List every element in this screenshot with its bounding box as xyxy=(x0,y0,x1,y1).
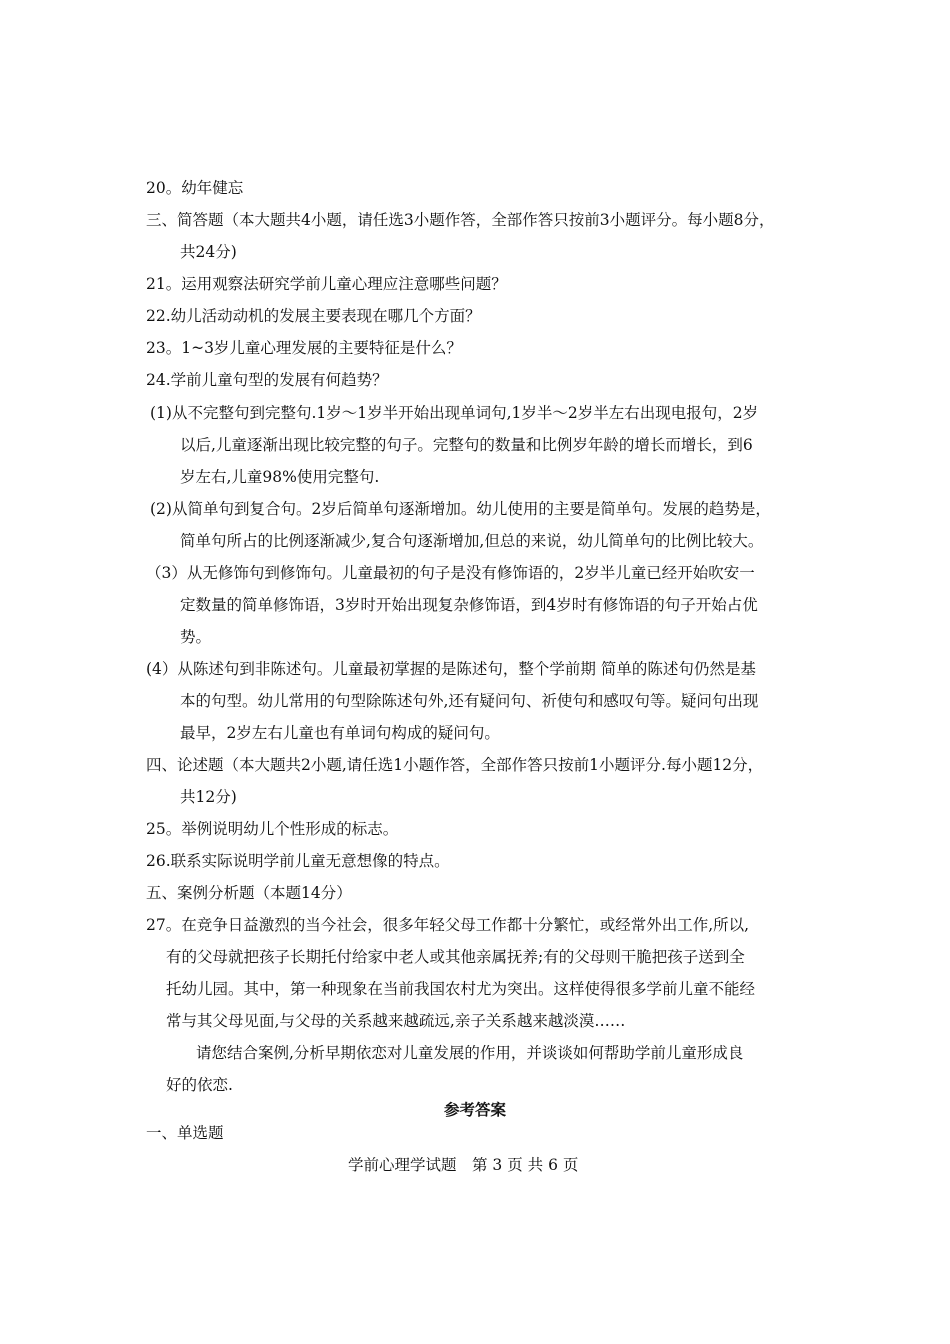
answer-24-1-line-2: 以后,儿童逐渐出现比较完整的句子。完整句的数量和比例岁年龄的增长而增长，到6 xyxy=(180,436,753,454)
answer-24-3-line-3: 势。 xyxy=(180,628,212,646)
question-27-line-4: 常与其父母见面,与父母的关系越来越疏远,亲子关系越来越淡漠…… xyxy=(166,1012,626,1030)
question-25: 25。举例说明幼儿个性形成的标志。 xyxy=(146,820,399,838)
answer-24-2-line-1: (2)从简单句到复合句。2岁后简单句逐渐增加。幼儿使用的主要是简单句。发展的趋势是， xyxy=(150,500,771,518)
question-21: 21。运用观察法研究学前儿童心理应注意哪些问题？ xyxy=(146,275,507,293)
question-20: 20。幼年健忘 xyxy=(146,179,244,197)
section-1-heading: 一、单选题 xyxy=(146,1124,224,1142)
section-3-heading-cont: 共24分) xyxy=(180,243,237,261)
answer-24-3-line-1: （3）从无修饰句到修饰句。儿童最初的句子是没有修饰语的，2岁半儿童已经开始吹安一 xyxy=(146,564,755,582)
answer-24-3-line-2: 定数量的简单修饰语，3岁时开始出现复杂修饰语，到4岁时有修饰语的句子开始占优 xyxy=(180,596,758,614)
question-24: 24.学前儿童句型的发展有何趋势？ xyxy=(146,371,388,389)
page-footer: 学前心理学试题 第 3 页 共 6 页 xyxy=(348,1156,579,1174)
question-27-line-2: 有的父母就把孩子长期托付给家中老人或其他亲属抚养;有的父母则干脆把孩子送到全 xyxy=(166,948,745,966)
section-3-heading: 三、简答题（本大题共4小题，请任选3小题作答，全部作答只按前3小题评分。每小题8分， xyxy=(146,211,775,229)
answers-title: 参考答案 xyxy=(444,1100,507,1119)
section-5-heading: 五、案例分析题（本题14分） xyxy=(146,884,352,902)
answer-24-1-line-3: 岁左右,儿童98%使用完整句. xyxy=(180,468,380,486)
answer-24-2-line-2: 简单句所占的比例逐渐减少,复合句逐渐增加,但总的来说，幼儿简单句的比例比较大。 xyxy=(180,532,764,550)
section-4-heading: 四、论述题（本大题共2小题,请任选1小题作答，全部作答只按前1小题评分.每小题12分， xyxy=(146,756,764,774)
answer-24-4-line-3: 最早，2岁左右儿童也有单词句构成的疑问句。 xyxy=(180,724,500,742)
answer-24-1-line-1: (1)从不完整句到完整句.1岁～1岁半开始出现单词句,1岁半～2岁半左右出现电报句，2岁 xyxy=(150,404,759,422)
question-22: 22.幼儿活动动机的发展主要表现在哪几个方面？ xyxy=(146,307,481,325)
question-27-line-6: 好的依恋. xyxy=(166,1076,233,1094)
question-27-line-5: 请您结合案例,分析早期依恋对儿童发展的作用，并谈谈如何帮助学前儿童形成良 xyxy=(196,1044,744,1062)
section-4-heading-cont: 共12分) xyxy=(180,788,237,806)
question-26: 26.联系实际说明学前儿童无意想像的特点。 xyxy=(146,852,450,870)
question-23: 23。1~3岁儿童心理发展的主要特征是什么？ xyxy=(146,339,462,357)
question-27-line-3: 托幼儿园。其中，第一种现象在当前我国农村尤为突出。这样使得很多学前儿童不能经 xyxy=(166,980,756,998)
question-27-line-1: 27。在竞争日益激烈的当今社会，很多年轻父母工作都十分繁忙，或经常外出工作,所以, xyxy=(146,916,750,934)
answer-24-4-line-2: 本的句型。幼儿常用的句型除陈述句外,还有疑问句、祈使句和感叹句等。疑问句出现 xyxy=(180,692,759,710)
answer-24-4-line-1: (4）从陈述句到非陈述句。儿童最初掌握的是陈述句，整个学前期 简单的陈述句仍然是基 xyxy=(146,660,756,678)
